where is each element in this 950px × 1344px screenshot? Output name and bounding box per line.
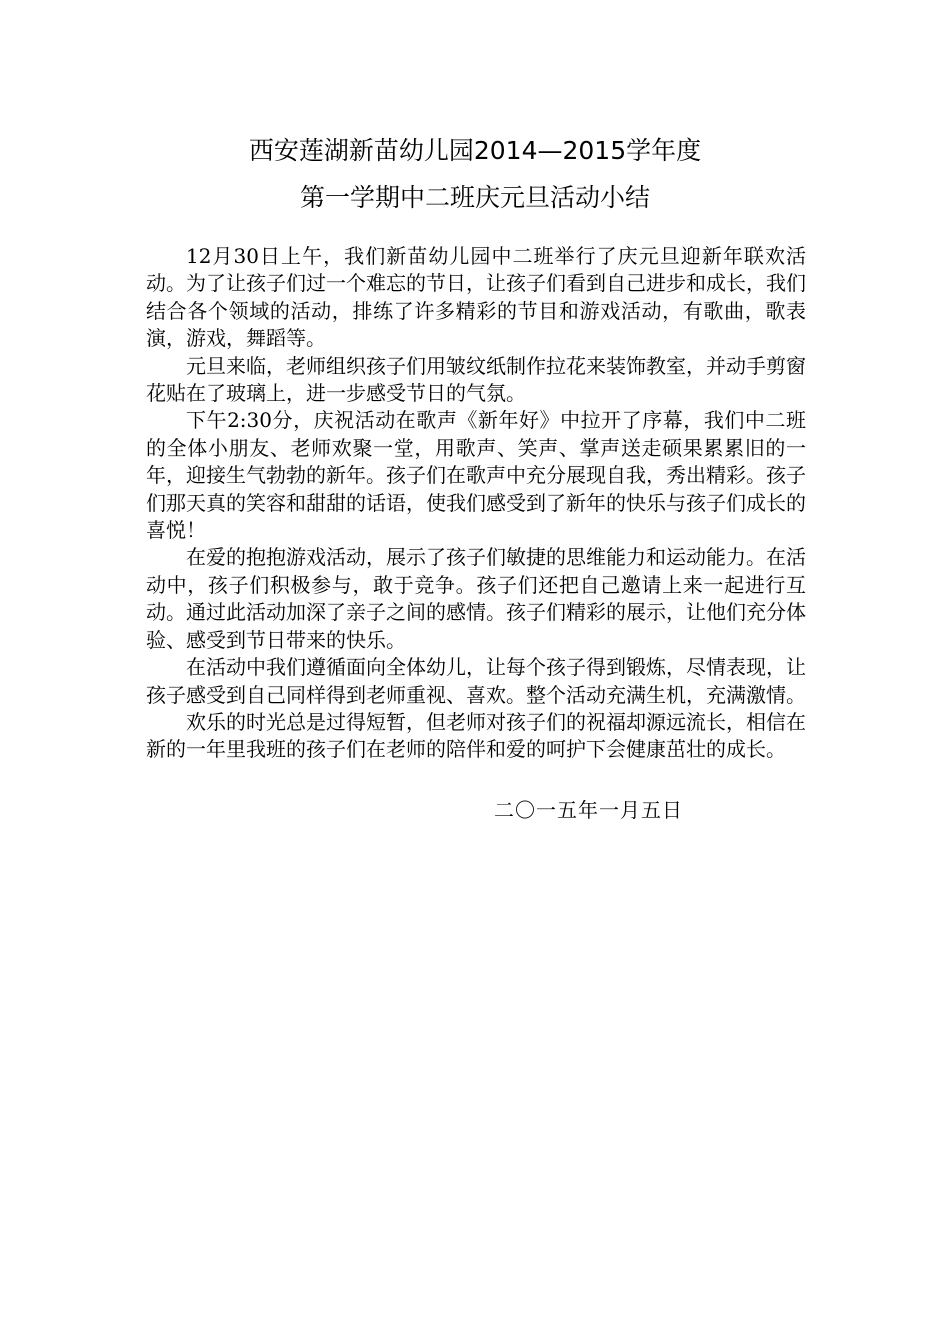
paragraph: 欢乐的时光总是过得短暂，但老师对孩子们的祝福却源远流长，相信在新的一年里我班的孩子们在老师的陪伴和爱的呵护下会健康茁壮的成长。 <box>146 709 806 762</box>
paragraph: 元旦来临，老师组织孩子们用皱纹纸制作拉花来装饰教室，并动手剪窗花贴在了玻璃上，进一步感受节日的气氛。 <box>146 353 806 406</box>
document-title-line-2: 第一学期中二班庆元旦活动小结 <box>299 183 650 212</box>
paragraph: 12月30日上午，我们新苗幼儿园中二班举行了庆元旦迎新年联欢活动。为了让孩子们过一个难忘的节日，让孩子们看到自己进步和成长，我们结合各个领域的活动，排练了许多精彩的节目和游戏活动，有歌曲，歌表演，游戏，舞蹈等。 <box>146 244 806 351</box>
paragraph: 下午2:30分，庆祝活动在歌声《新年好》中拉开了序幕，我们中二班的全体小朋友、老师欢聚一堂，用歌声、笑声、掌声送走硕果累累旧的一年，迎接生气勃勃的新年。孩子们在歌声中充分展现自我，秀出精彩。孩子们那天真的笑容和甜甜的话语，使我们感受到了新年的快乐与孩子们成长的喜悦！ <box>146 408 806 543</box>
paragraph: 在爱的抱抱游戏活动，展示了孩子们敏捷的思维能力和运动能力。在活动中，孩子们积极参与，敢于竞争。孩子们还把自己邀请上来一起进行互动。通过此活动加深了亲子之间的感情。孩子们精彩的展示，让他们充分体验、感受到节日带来的快乐。 <box>146 545 806 652</box>
document-title-line-1: 西安莲湖新苗幼儿园2014—2015学年度 <box>248 136 702 165</box>
document-body <box>146 243 806 764</box>
document-date: 二〇一五年一月五日 <box>494 798 683 822</box>
paragraph: 在活动中我们遵循面向全体幼儿，让每个孩子得到锻炼，尽情表现，让孩子感受到自己同样得到老师重视、喜欢。整个活动充满生机，充满激情。 <box>146 655 806 707</box>
